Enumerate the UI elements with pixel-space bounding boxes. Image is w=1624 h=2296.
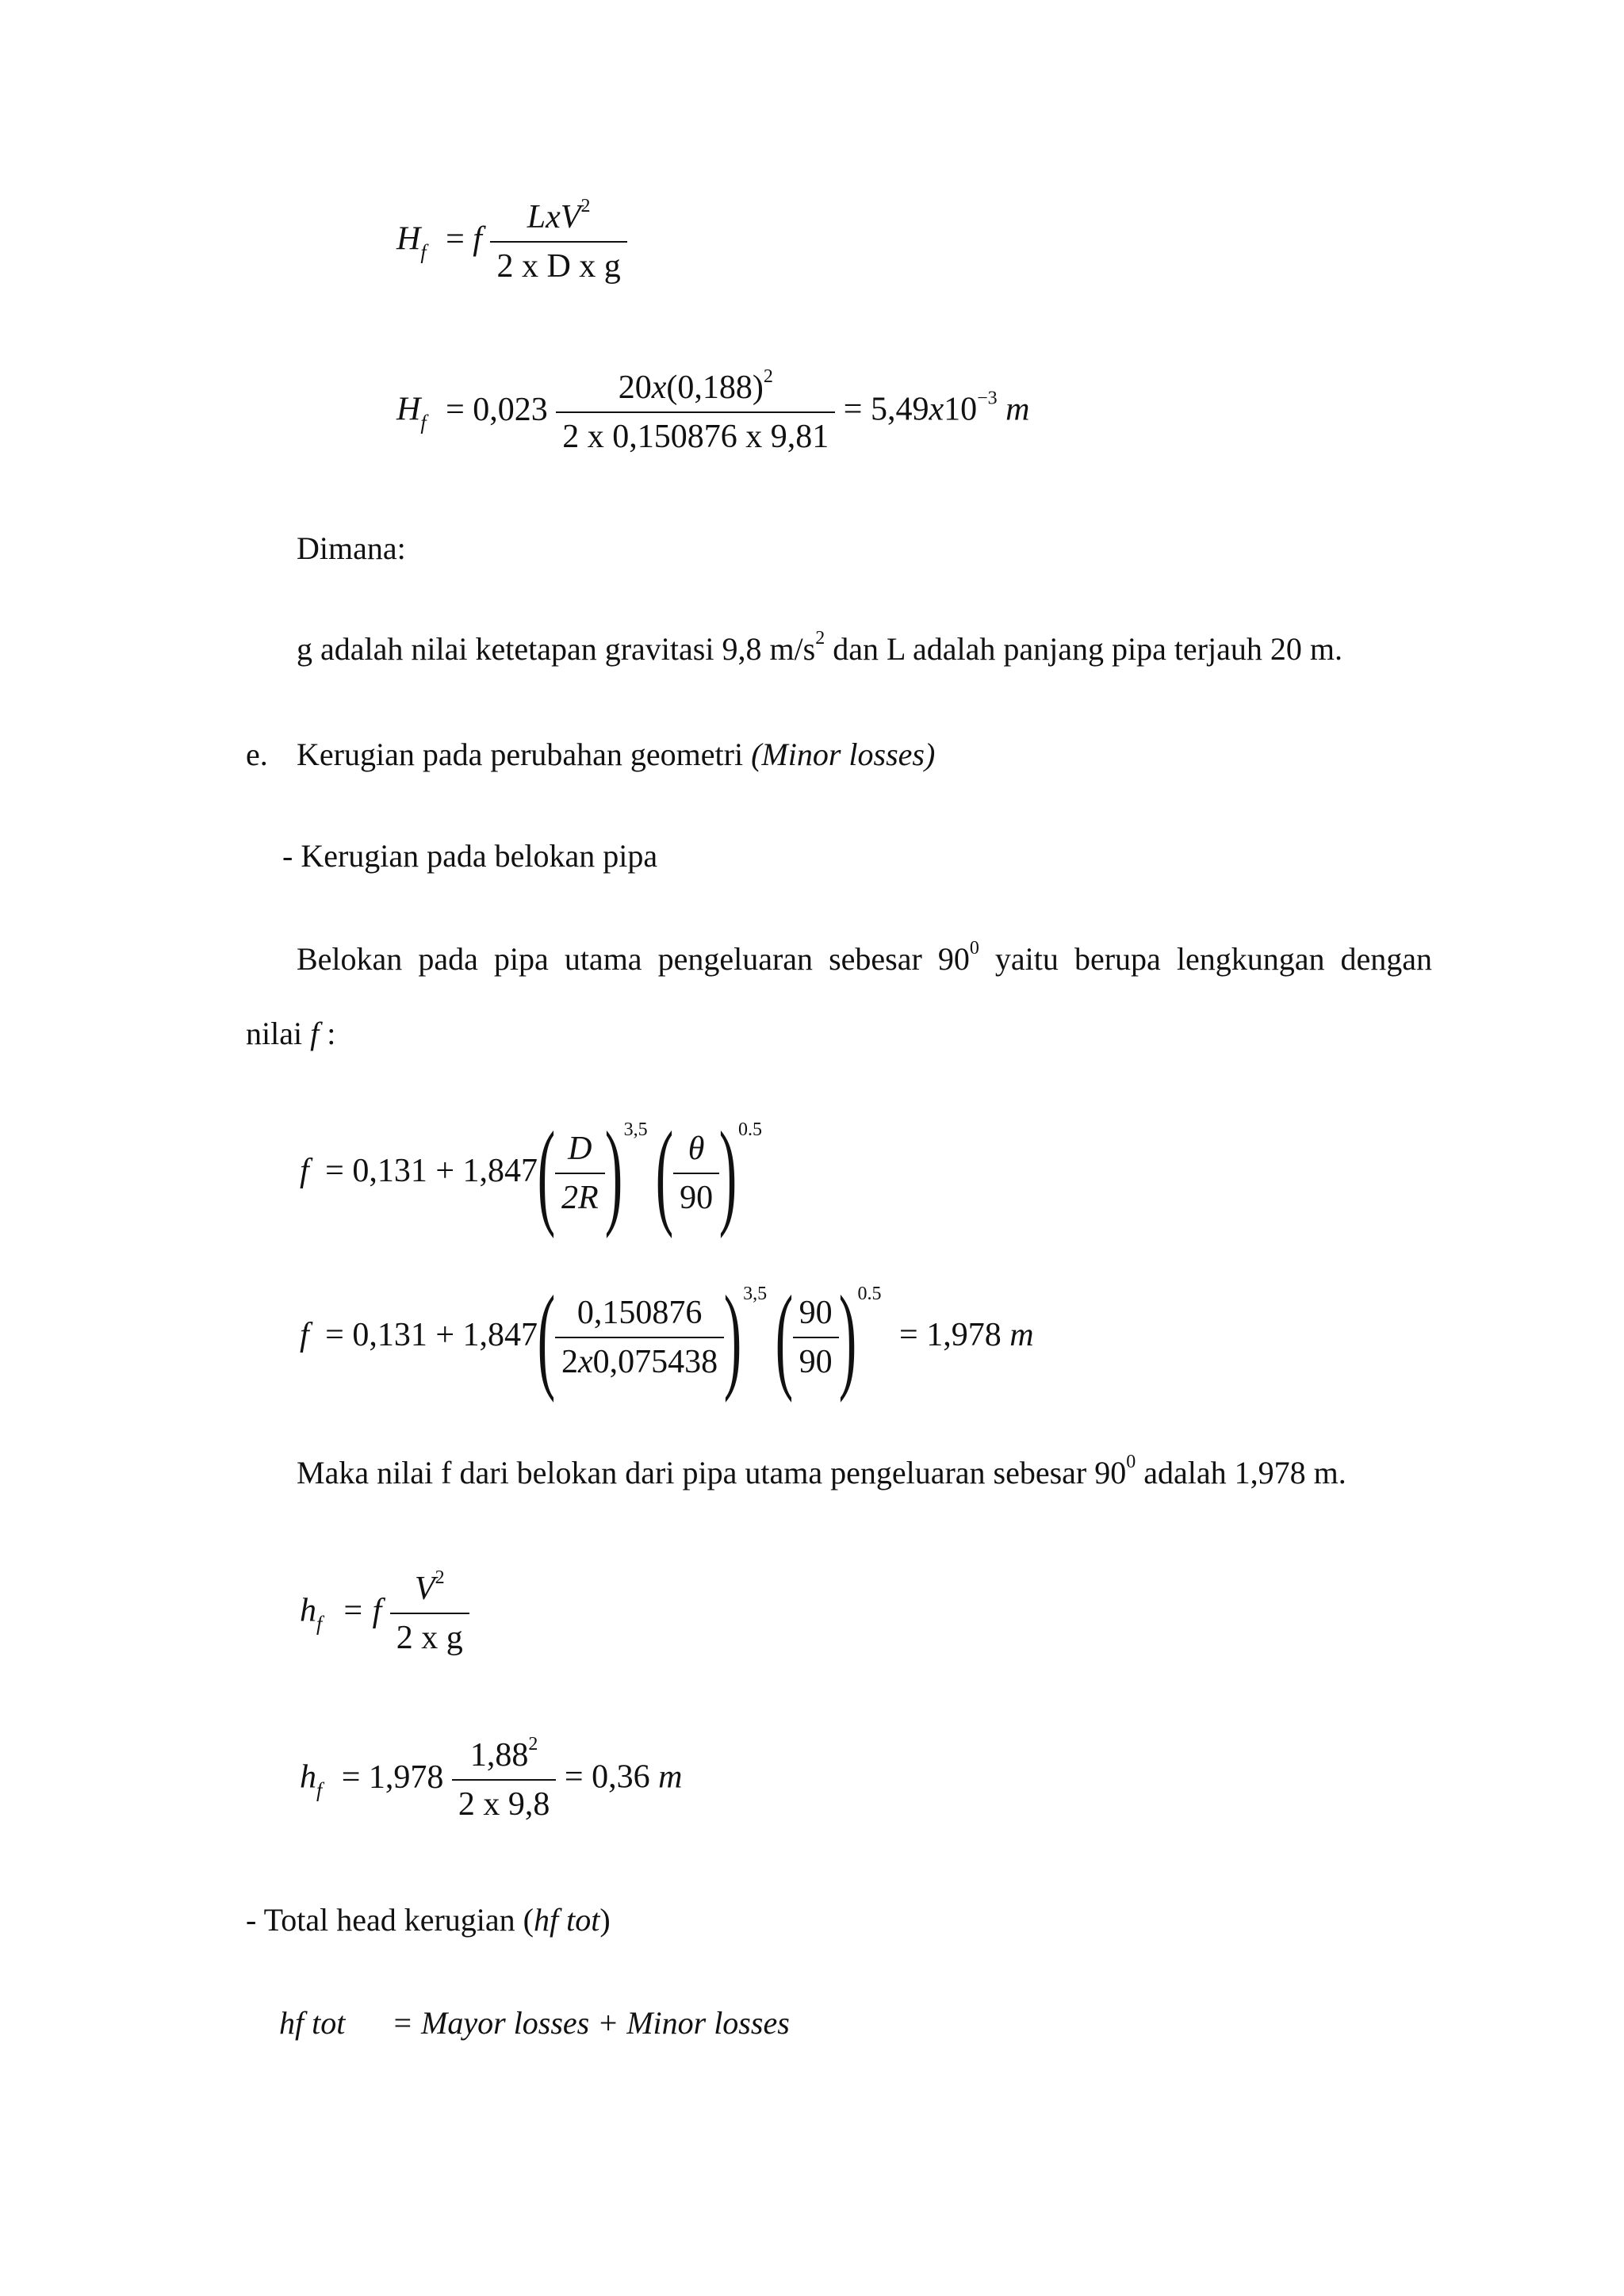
eq3-frac2-den: 90 <box>673 1173 719 1217</box>
eq1-numerator-sup: 2 <box>580 196 591 216</box>
eq4-fraction1 <box>555 1294 724 1381</box>
gravity-note-part1: g adalah nilai ketetapan gravitasi 9,8 m/s <box>297 631 816 667</box>
eq1-numerator: LxV <box>527 199 581 235</box>
eq5-lhs-sub: f <box>316 1612 323 1636</box>
paragraph-belokan-line2-f: f <box>310 1016 320 1051</box>
eq1-lhs: H <box>396 220 421 258</box>
eq2-coef: = 0,023 <box>446 391 548 428</box>
eq3-paren2-open: ( <box>655 1107 674 1239</box>
eq6-fraction <box>452 1736 557 1823</box>
eq4-exp1: 3,5 <box>743 1284 768 1304</box>
eq4-frac1-den <box>555 1337 724 1381</box>
eq4-fraction2 <box>793 1294 839 1381</box>
eq2-num-x: x <box>651 369 667 406</box>
eq4-paren1-open: ( <box>537 1271 556 1403</box>
eq3-frac1-num: D <box>568 1131 592 1168</box>
equation-head-loss-value <box>396 366 1030 456</box>
paragraph-belokan-line1-sup: 0 <box>969 938 979 959</box>
gravity-note-part2: dan L adalah panjang pipa terjauh 20 m. <box>825 631 1342 667</box>
eq4-lhs: f <box>300 1317 309 1353</box>
eq4-frac1-den-x: x <box>578 1344 593 1381</box>
eq4-paren2-close: ) <box>838 1271 856 1403</box>
equation-bend-factor-formula <box>300 1107 763 1239</box>
eq2-denominator: 2 x 0,150876 x 9,81 <box>556 411 835 456</box>
eq3-frac1-den: 2R <box>555 1173 605 1217</box>
eq2-fraction <box>556 366 835 456</box>
eq3-fraction1 <box>555 1130 605 1217</box>
paragraph-belokan-line2-a: nilai <box>246 1016 311 1051</box>
equation-bend-factor-value <box>300 1271 1034 1403</box>
section-e-title-italic: (Minor losses) <box>751 737 936 772</box>
eq1-fraction <box>490 198 626 285</box>
equation-minor-loss-formula <box>300 1567 469 1657</box>
conclusion-part1: Maka nilai f dari belokan dari pipa utama pengeluaran sebesar 90 <box>297 1455 1127 1490</box>
eq2-num-pre: 20 <box>618 369 652 406</box>
eq4-paren1-close: ) <box>723 1271 742 1403</box>
section-e-marker: e. <box>246 737 268 772</box>
conclusion-bend-factor <box>297 1454 1346 1491</box>
section-e-title <box>297 736 935 773</box>
gravity-note <box>297 630 1342 668</box>
paragraph-belokan-line1-a: Belokan pada pipa utama pengeluaran sebesar 90 <box>297 941 970 977</box>
eq3-paren2-close: ) <box>718 1107 737 1239</box>
hftot-lhs: hf tot <box>279 2005 346 2041</box>
hftot-rhs: = Mayor losses + Minor losses <box>392 2005 790 2041</box>
subheading-belokan: - Kerugian pada belokan pipa <box>282 838 658 874</box>
eq3-paren1-open: ( <box>537 1107 556 1239</box>
paragraph-belokan-line2 <box>246 1015 335 1052</box>
eq6-num: 1,88 <box>469 1737 529 1774</box>
eq4-frac2-den: 90 <box>793 1337 839 1381</box>
eq3-exp1: 3,5 <box>623 1119 648 1140</box>
paragraph-belokan-line1-b: yaitu berupa lengkungan dengan <box>979 941 1433 977</box>
eq1-denominator: 2 x D x g <box>490 241 626 285</box>
eq4-frac1-den-a: 2 <box>561 1344 578 1381</box>
eq5-num-sup: 2 <box>435 1567 445 1588</box>
eq1-lhs-sub: f <box>420 240 427 264</box>
eq5-lhs: h <box>300 1592 316 1629</box>
paragraph-belokan-line1 <box>297 940 1432 978</box>
eq4-frac1-den-b: 0,075438 <box>592 1344 718 1381</box>
eq6-lhs: h <box>300 1758 316 1796</box>
eq4-exp2: 0.5 <box>857 1284 882 1304</box>
eq1-coef: f <box>473 220 482 258</box>
eq4-frac1-num: 0,150876 <box>576 1295 703 1332</box>
eq4-frac2-num: 90 <box>799 1295 833 1332</box>
eq6-num-sup: 2 <box>528 1734 538 1755</box>
eq2-result-unit: m <box>1005 391 1030 428</box>
eq5-coef: = f <box>341 1592 382 1629</box>
eq5-fraction <box>390 1567 469 1657</box>
eq2-result-pow: 10 <box>944 391 978 428</box>
eq3-frac2-num: θ <box>688 1131 705 1168</box>
eq3-exp2: 0.5 <box>738 1119 763 1140</box>
conclusion-sup: 0 <box>1126 1452 1136 1472</box>
eq2-result-exp: −3 <box>977 388 998 409</box>
eq2-lhs-sub: f <box>420 411 427 434</box>
label-dimana: Dimana: <box>297 530 406 566</box>
total-head-heading <box>246 1901 611 1938</box>
eq4-rhs: = 0,131 + 1,847 <box>325 1317 538 1353</box>
eq3-fraction2 <box>673 1130 719 1217</box>
eq2-lhs: H <box>396 391 421 428</box>
equation-head-loss-formula <box>396 198 627 285</box>
eq6-lhs-sub: f <box>316 1778 323 1802</box>
eq2-num-post: (0,188) <box>666 369 764 406</box>
eq3-rhs: = 0,131 + 1,847 <box>325 1153 538 1189</box>
eq3-lhs: f <box>300 1153 309 1189</box>
total-head-c: ) <box>599 1902 611 1938</box>
conclusion-part2: adalah 1,978 m. <box>1136 1455 1346 1490</box>
equation-minor-loss-value <box>300 1736 682 1823</box>
paragraph-belokan-line2-b: : <box>319 1016 336 1051</box>
eq1-equals: = <box>446 220 465 258</box>
total-head-a: - Total head kerugian ( <box>246 1902 534 1938</box>
eq6-den: 2 x 9,8 <box>452 1779 557 1823</box>
eq6-coef: = 1,978 <box>341 1758 444 1796</box>
eq2-result: = 5,49 <box>843 391 929 428</box>
eq4-paren2-open: ( <box>775 1271 793 1403</box>
eq4-unit: m <box>1009 1317 1034 1353</box>
gravity-note-sup: 2 <box>815 628 825 649</box>
eq4-result: = 1,978 <box>899 1317 1002 1353</box>
eq5-den: 2 x g <box>390 1613 469 1657</box>
eq2-result-x: x <box>929 391 944 428</box>
section-e-title-text: Kerugian pada perubahan geometri <box>297 737 752 772</box>
total-head-b: hf tot <box>534 1902 600 1938</box>
eq6-unit: m <box>658 1758 683 1796</box>
eq5-num: V <box>414 1571 435 1607</box>
eq6-result: = 0,36 <box>564 1758 650 1796</box>
eq2-num-sup: 2 <box>763 366 773 387</box>
eq3-paren1-close: ) <box>604 1107 622 1239</box>
